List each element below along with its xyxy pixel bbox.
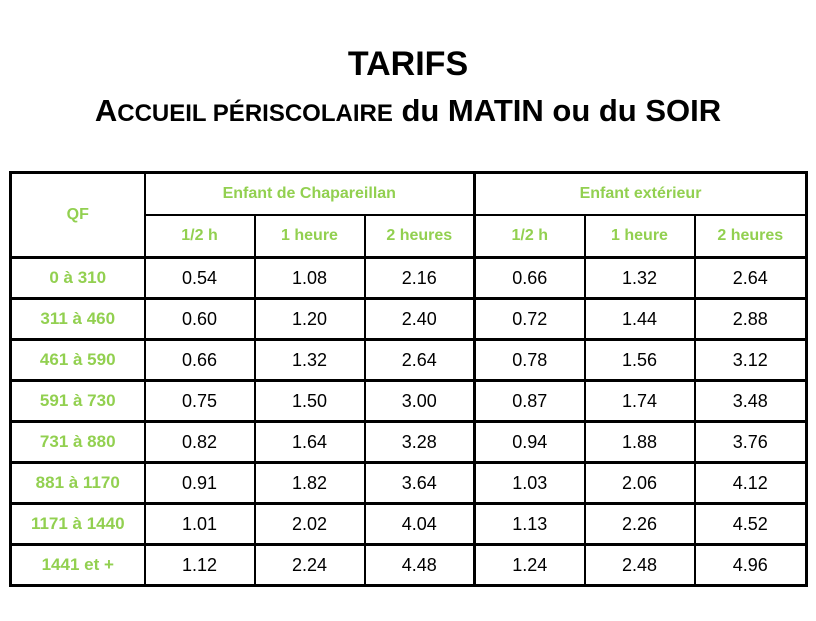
- price-cell: 0.60: [145, 299, 255, 340]
- table-row: [11, 299, 807, 340]
- price-cell: 2.24: [255, 545, 365, 586]
- price-cell: 3.12: [695, 340, 807, 381]
- qf-range-cell: 311 à 460: [11, 299, 145, 340]
- price-cell: 0.66: [475, 258, 585, 299]
- price-cell: 2.40: [365, 299, 475, 340]
- table-row: [11, 422, 807, 463]
- price-cell: 0.75: [145, 381, 255, 422]
- price-cell: 0.87: [475, 381, 585, 422]
- price-cell: 0.78: [475, 340, 585, 381]
- price-cell: 1.13: [475, 504, 585, 545]
- price-cell: 2.64: [695, 258, 807, 299]
- duration-header: 2 heures: [365, 215, 475, 258]
- price-cell: 3.76: [695, 422, 807, 463]
- price-cell: 1.12: [145, 545, 255, 586]
- price-cell: 1.82: [255, 463, 365, 504]
- price-cell: 4.04: [365, 504, 475, 545]
- table-row: [11, 504, 807, 545]
- price-cell: 2.02: [255, 504, 365, 545]
- price-cell: 2.48: [585, 545, 695, 586]
- group-header-exterieur: Enfant extérieur: [475, 173, 807, 216]
- price-cell: 4.12: [695, 463, 807, 504]
- price-cell: 1.74: [585, 381, 695, 422]
- duration-header: 1 heure: [585, 215, 695, 258]
- table-row: [11, 340, 807, 381]
- tarifs-table: [9, 171, 808, 587]
- table-row: [11, 545, 807, 586]
- qf-range-cell: 591 à 730: [11, 381, 145, 422]
- price-cell: 3.28: [365, 422, 475, 463]
- price-cell: 4.52: [695, 504, 807, 545]
- price-cell: 2.06: [585, 463, 695, 504]
- duration-header: 1/2 h: [145, 215, 255, 258]
- group-header-row: [11, 173, 807, 216]
- price-cell: 1.50: [255, 381, 365, 422]
- qf-range-cell: 731 à 880: [11, 422, 145, 463]
- subtitle-smallcaps: CCUEIL PÉRISCOLAIRE: [117, 100, 393, 127]
- price-cell: 0.91: [145, 463, 255, 504]
- page-title: TARIFS: [347, 45, 469, 83]
- price-cell: 3.64: [365, 463, 475, 504]
- subtitle-rest: du MATIN ou du SOIR: [392, 93, 722, 128]
- table-row: [11, 381, 807, 422]
- price-cell: 2.64: [365, 340, 475, 381]
- page-subtitle: [0, 92, 816, 133]
- price-cell: 4.48: [365, 545, 475, 586]
- price-cell: 1.01: [145, 504, 255, 545]
- qf-range-cell: 0 à 310: [11, 258, 145, 299]
- price-cell: 1.20: [255, 299, 365, 340]
- price-cell: 3.00: [365, 381, 475, 422]
- group-header-chapareillan: Enfant de Chapareillan: [145, 173, 475, 216]
- price-cell: 3.48: [695, 381, 807, 422]
- price-cell: 1.64: [255, 422, 365, 463]
- price-cell: 2.88: [695, 299, 807, 340]
- price-cell: 0.54: [145, 258, 255, 299]
- price-cell: 4.96: [695, 545, 807, 586]
- price-cell: 1.08: [255, 258, 365, 299]
- subtitle-initial: A: [94, 93, 118, 128]
- table-row: [11, 258, 807, 299]
- price-cell: 2.26: [585, 504, 695, 545]
- price-cell: 0.72: [475, 299, 585, 340]
- table-row: [11, 463, 807, 504]
- price-cell: 1.32: [255, 340, 365, 381]
- duration-header: 2 heures: [695, 215, 807, 258]
- price-cell: 1.56: [585, 340, 695, 381]
- qf-range-cell: 881 à 1170: [11, 463, 145, 504]
- qf-range-cell: 1441 et +: [11, 545, 145, 586]
- qf-header: QF: [11, 173, 145, 258]
- price-cell: 0.66: [145, 340, 255, 381]
- qf-range-cell: 1171 à 1440: [11, 504, 145, 545]
- price-cell: 1.88: [585, 422, 695, 463]
- price-cell: 1.24: [475, 545, 585, 586]
- price-cell: 0.82: [145, 422, 255, 463]
- duration-header: 1/2 h: [475, 215, 585, 258]
- price-cell: 1.44: [585, 299, 695, 340]
- price-cell: 1.32: [585, 258, 695, 299]
- qf-range-cell: 461 à 590: [11, 340, 145, 381]
- price-cell: 0.94: [475, 422, 585, 463]
- price-cell: 1.03: [475, 463, 585, 504]
- duration-header: 1 heure: [255, 215, 365, 258]
- price-cell: 2.16: [365, 258, 475, 299]
